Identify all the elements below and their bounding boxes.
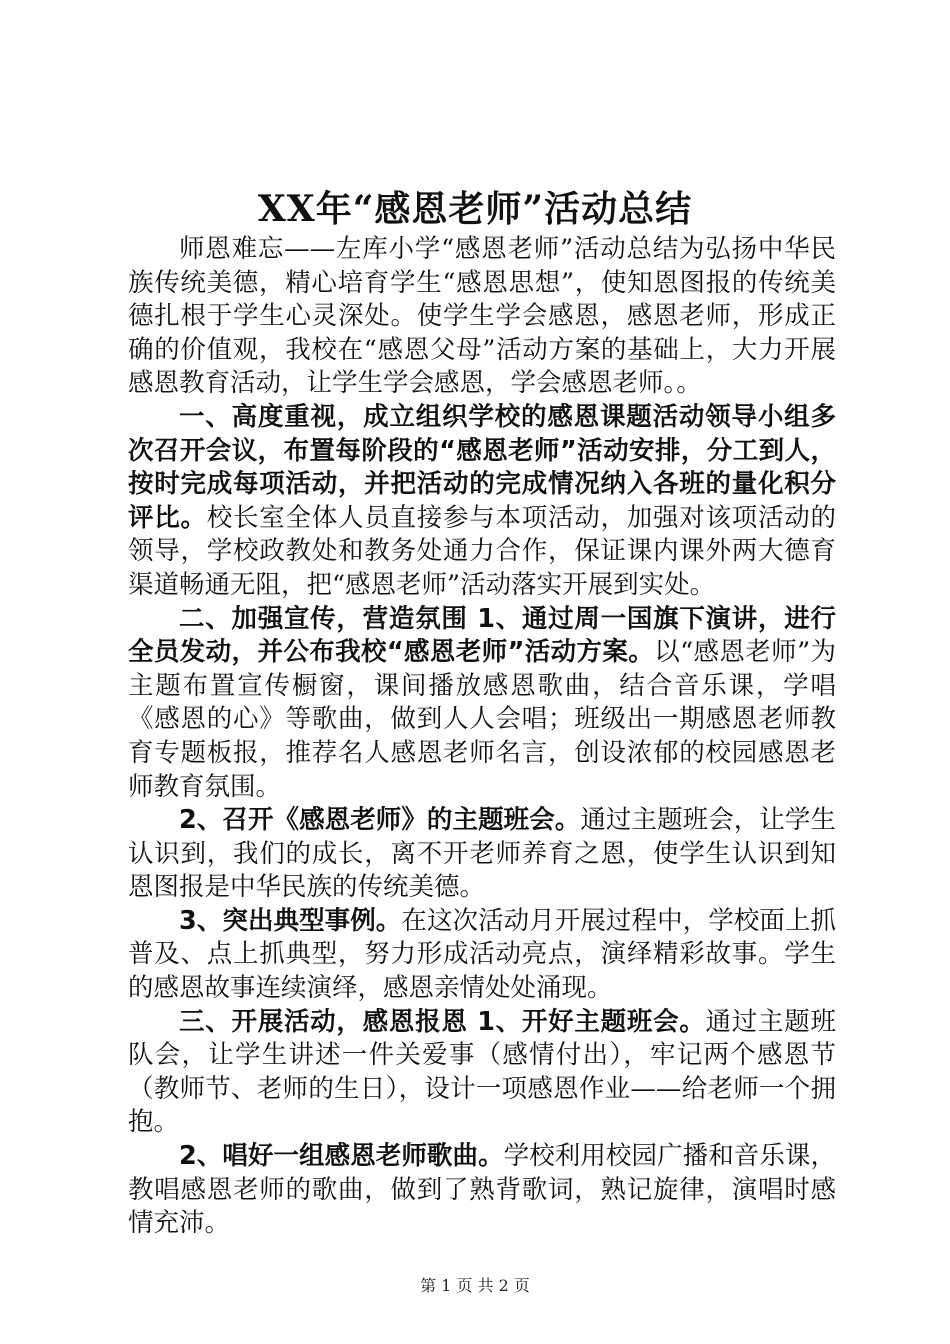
document-body	[128, 233, 836, 1241]
paragraph-text: 在这次活动月开展过程中，学校面上抓普及、点上抓典型，努力形成活动亮点，演绎精彩故事。学生的感恩故事连续演绎，感恩亲情处处涌现。	[128, 905, 836, 1004]
paragraph-heading: 2、唱好一组感恩老师歌曲。	[179, 1141, 504, 1172]
paragraph-text: 校长室全体人员直接参与本项活动，加强对该项活动的领导，学校政教处和教务处通力合作，保证课内课外两大德育渠道畅通无阻，把“感恩老师”活动落实开展到实处。	[128, 502, 836, 600]
paragraph-section-2-item-3	[128, 905, 836, 1006]
paragraph-text: 师恩难忘——左库小学“感恩老师”活动总结为弘扬中华民族传统美德，精心培育学生“感恩思想”，使知恩图报的传统美德扎根于学生心灵深处。使学生学会感恩，感恩老师，形成正确的价值观，我校在“感恩父母”活动方案的基础上，大力开展感恩教育活动，让学生学会感恩，学会感恩老师。。	[128, 234, 836, 399]
paragraph-heading: 2、召开《感恩老师》的主题班会。	[179, 805, 581, 836]
paragraph-heading: 3、突出典型事例。	[179, 905, 402, 936]
paragraph-text: 通过主题班会，让学生认识到，我们的成长，离不开老师养育之恩，使学生认识到知恩图报是中华民族的传统美德。	[128, 805, 836, 903]
page-number-footer: 第 1 页 共 2 页	[420, 1276, 530, 1295]
document-title: XX年“感恩老师”活动总结	[257, 188, 693, 230]
paragraph-section-3-item-2	[128, 1140, 836, 1241]
paragraph-section-2	[128, 603, 836, 805]
paragraph-heading: 二、加强宣传，营造氛围 1、通过周一国旗下演讲，进行全员发动，并公布我校“感恩老师”活动方案。	[128, 603, 836, 668]
paragraph-text: 学校利用校园广播和音乐课，教唱感恩老师的歌曲，做到了熟背歌词，熟记旋律，演唱时感情充沛。	[128, 1141, 836, 1239]
paragraph-text: 通过主题班队会，让学生讲述一件关爱事（感情付出），牢记两个感恩节（教师节、老师的生日），设计一项感恩作业——给老师一个拥抱。	[128, 1006, 836, 1138]
paragraph-section-2-item-2	[128, 804, 836, 905]
paragraph-intro	[128, 233, 836, 401]
paragraph-heading: 三、开展活动，感恩报恩 1、开好主题班会。	[179, 1006, 706, 1037]
paragraph-text: 以“感恩老师”为主题布置宣传橱窗，课间播放感恩歌曲，结合音乐课，学唱《感恩的心》等歌曲，做到人人会唱；班级出一期感恩老师教育专题板报，推荐名人感恩老师名言，创设浓郁的校园感恩老师教育氛围。	[128, 637, 836, 802]
paragraph-heading: 一、高度重视，成立组织学校的感恩课题活动领导小组多次召开会议，布置每阶段的“感恩老师”活动安排，分工到人，按时完成每项活动，并把活动的完成情况纳入各班的量化积分评比。	[128, 401, 836, 533]
paragraph-section-3	[128, 1006, 836, 1140]
paragraph-section-1	[128, 401, 836, 603]
